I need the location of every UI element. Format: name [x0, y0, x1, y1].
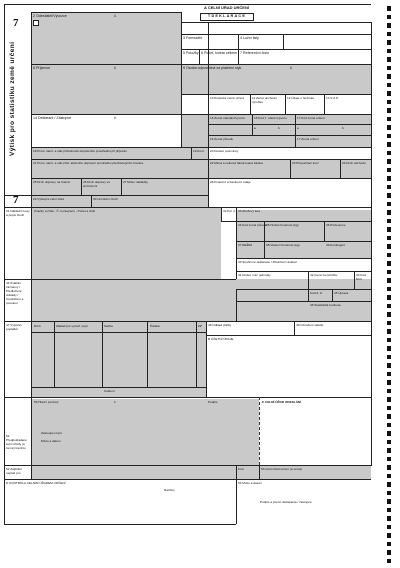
perforation-hole: [387, 465, 392, 470]
field-40-label: 40 Souhrnné deklarace / Předchozí doklad: [238, 260, 297, 264]
field-15-b-label: b: [278, 126, 280, 130]
perforation-hole: [387, 134, 392, 139]
office-destination-top: A CELNÍ ÚŘAD URČENÍ: [204, 5, 249, 10]
perforation-hole: [387, 406, 392, 411]
field-34-label: 34 Kód země původu: [238, 223, 268, 227]
perforation-hole: [387, 448, 392, 453]
field-54-signature-label: Podpis a jméno deklaranta / zástupce: [260, 500, 312, 504]
field-12-label: 12 Údaje o hodnotě: [287, 96, 315, 100]
perforation-hole: [387, 176, 392, 181]
field-50-place-label: Místo a datum: [41, 439, 61, 443]
perforation-hole: [387, 185, 392, 190]
field-25-label: 25 Druh dopravy na hranici: [33, 180, 71, 184]
shaded-block-33: [236, 210, 371, 258]
perforation-hole: [387, 278, 392, 283]
field-47-col-base: Základ pro vyměř. popl.: [56, 324, 89, 328]
perforation-hole: [387, 74, 392, 79]
field-27-label: 27 Místo nakládky: [123, 180, 148, 184]
perforation-hole: [387, 117, 392, 122]
field-44-label: 44 Zvláštní záznamy / Předložené doklady / Osvědčení a povolení: [6, 281, 24, 305]
field-5-label: 5 Položky: [183, 51, 199, 55]
perforation-hole: [387, 100, 392, 105]
perforation-hole: [387, 15, 392, 20]
field-16-label: 16 Země původu: [210, 137, 234, 141]
perforation-hole: [387, 108, 392, 113]
field-31-label: 31 Nákladní kusy a popis zboží: [6, 209, 30, 217]
field-14-label: 14 Deklarant / Zástupce: [33, 116, 72, 120]
field-31-description: Značky a čísla - Č. kontejneru - Počet a druh: [34, 209, 96, 213]
field-29-label: 29 Výstupní celní úřad: [33, 197, 64, 201]
vertical-title: Výtisk pro statistiku země určení: [9, 41, 16, 156]
field-52-label: 52 Zajištění neplatí pro: [6, 467, 22, 475]
field-52-code-label: Kód: [238, 467, 244, 471]
field-18-label: 18 Prost. ident. a stát příslušnosti dopravního prostředku při příjezdu: [33, 149, 127, 153]
field-3-label: 3 Formuláře: [183, 36, 203, 40]
perforation-hole: [387, 6, 392, 11]
field-35-label: 35 Hrubá hmotnost (kg): [266, 223, 299, 227]
perforation-hole: [387, 491, 392, 496]
field-44-code-label: Kód Z. Z.: [310, 291, 323, 295]
perforation-hole: [387, 312, 392, 317]
field-28-label: 28 Finanční a bankovní údaje: [210, 180, 251, 184]
field-36-label: 36 Preference: [326, 223, 346, 227]
perforation-hole: [387, 542, 392, 547]
perforation-hole: [387, 389, 392, 394]
field-10-label: 10 Poslední země určení: [210, 96, 245, 100]
field-26-label: 26 Druh dopravy ve vnitrozemí: [83, 180, 110, 188]
perforation-hole: [387, 440, 392, 445]
field-11-label: 11 Země obchodu výrobku: [252, 96, 277, 104]
perforation-hole: [387, 474, 392, 479]
field-47-col-zp: ZP: [198, 324, 202, 328]
shaded-block-44: [31, 279, 371, 321]
field-51-label: 51 Předpokládané celní úřady (a země) tranzitu: [6, 434, 27, 450]
perforation-hole: [387, 142, 392, 147]
field-20-label: 20 Dodací podmínky: [210, 149, 239, 153]
field-9-label: 9 Osoba odpovědná za platební styk: [183, 66, 242, 70]
perforation-hole: [387, 372, 392, 377]
field-15-a-label: a: [254, 126, 256, 130]
perforation-hole: [387, 253, 392, 258]
perforation-hole: [387, 329, 392, 334]
field-37-label: 37 REŽIM: [238, 243, 252, 247]
field-53-label: 53 Celní úřad určení (a země): [261, 467, 303, 471]
shaded-block-2: [31, 12, 181, 64]
perforation-hole: [387, 516, 392, 521]
shaded-block-52: [31, 465, 371, 479]
field-46-label: 46 Statistická hodnota: [310, 303, 341, 307]
perforation-hole: [387, 423, 392, 428]
perforation-hole: [387, 227, 392, 232]
field-41-label: 41 Dodat. měr. jednotky: [238, 273, 271, 277]
perforation-hole: [387, 40, 392, 45]
field-4-label: 4 Ložní listy: [240, 36, 259, 40]
perforation-hole: [387, 270, 392, 275]
perforation-hole: [387, 32, 392, 37]
shaded-block-31: [31, 207, 221, 279]
perforation-hole: [387, 168, 392, 173]
field-30-label: 30 Umístění zboží: [93, 197, 118, 201]
field-21-label: 21 Prost. ident. a stát přísl. aktivního dopravní prostředku přecházejícího hranice: [33, 161, 144, 165]
perforation-hole: [387, 525, 392, 530]
perforation-hole: [387, 66, 392, 71]
field-38-label: 38 Vlastní hmotnost (kg): [266, 243, 300, 247]
perforation-hole: [387, 23, 392, 28]
shaded-block-18: [31, 147, 208, 195]
perforation-hole: [387, 499, 392, 504]
field-b-accounting-label: B ÚČETNÍ ÚDAJE: [208, 337, 234, 341]
field-23-label: 23 Přepočítací kurz: [292, 161, 319, 165]
perforation-hole: [387, 287, 392, 292]
perforation-hole: [387, 295, 392, 300]
perforation-hole: [387, 236, 392, 241]
perforation-hole: [387, 49, 392, 54]
field-17-code-label: 17 Kód země určení: [297, 116, 325, 120]
perforation-hole: [387, 159, 392, 164]
field-14-number-label: č.: [114, 116, 117, 120]
perforation-hole: [387, 151, 392, 156]
field-13-label: 13 S.Z.P.: [326, 96, 339, 100]
field-42-label: 42 Cena za položku: [310, 273, 338, 277]
field-15a-label: 15 Kód z. odesl./vývozu: [254, 116, 287, 120]
field-39-label: 39 Kontingent: [326, 243, 346, 247]
field-45-label: 45 Úprava: [334, 291, 349, 295]
field-2-label: 2 Odesílatel/Vývozce: [33, 14, 67, 18]
field-47-col-rate: Sazba: [104, 324, 113, 328]
perforation-hole: [387, 83, 392, 88]
field-33-label: 33 Zbožový kód: [238, 209, 260, 213]
field-9-number-label: č.: [290, 66, 293, 70]
form-number-bottom: 7: [13, 194, 19, 206]
field-54-label: 54 Místo a datum: [238, 481, 262, 485]
perforation-hole: [387, 550, 392, 555]
perforation-hole: [387, 363, 392, 368]
office-of-departure-label: C CELNÍ ÚŘAD ODESLÁNÍ: [262, 400, 302, 404]
perforation-hole: [387, 559, 392, 564]
perforation-hole: [387, 338, 392, 343]
customs-declaration-form: [4, 4, 370, 562]
field-7-label: 7 Referenční číslo: [240, 51, 269, 55]
field-22-label: 22 Měna a celková fakturovaná částka: [210, 161, 263, 165]
field-50-label: 50 Hlavní povinný: [34, 400, 59, 404]
perforation-hole: [387, 57, 392, 62]
perforation-hole: [387, 304, 392, 309]
field-50-representative-label: Zastoupen kým: [41, 431, 63, 435]
field-47-col-type: Druh: [34, 324, 41, 328]
field-50-signature-label: Podpis: [208, 400, 218, 404]
perforation-hole: [387, 244, 392, 249]
form-number-top: 7: [13, 17, 19, 29]
perforation-hole: [387, 219, 392, 224]
perforation-hole: [387, 202, 392, 207]
perforation-hole: [387, 414, 392, 419]
field-32-label: 32 Pol. č.: [223, 209, 236, 213]
perforation-hole: [387, 346, 392, 351]
perforation-hole: [387, 355, 392, 360]
shaded-block-50: [31, 399, 259, 465]
shaded-block-8: [31, 64, 181, 114]
checkbox-2[interactable]: [33, 20, 39, 26]
field-2-number-label: č.: [114, 14, 117, 18]
field-24-label: 24 Druh obchodu: [342, 161, 366, 165]
field-d-control-label: D KONTROLA CELNÍM ÚŘADEM URČENÍ: [6, 481, 66, 485]
field-19-label: 19 Kont.: [193, 149, 205, 153]
perforation-hole: [387, 431, 392, 436]
field-d-stamp-label: Razítko: [164, 488, 175, 492]
perforation-hole: [387, 533, 392, 538]
perforation-hole: [387, 193, 392, 198]
perforation-hole: [387, 457, 392, 462]
field-47-label: 47 Výpočet poplatků: [6, 323, 22, 331]
field-8-number-label: č.: [114, 66, 117, 70]
perforation-hole: [387, 261, 392, 266]
field-47-col-amount: Částka: [150, 324, 160, 328]
perforation-hole: [387, 125, 392, 130]
declaration-title: TDEKLARACE: [200, 13, 254, 21]
perforation-hole: [387, 210, 392, 215]
field-15-label: 15 Země odeslání/vývozu: [210, 116, 246, 120]
field-17b-label: 17 Země určení: [297, 137, 319, 141]
field-43-label: 43 Kód M.O.: [356, 273, 366, 281]
perforation-hole: [387, 508, 392, 513]
field-8-label: 8 Příjemce: [33, 66, 51, 70]
field-17-a-label: a: [297, 126, 299, 130]
field-47-total-label: Celkem:: [104, 389, 116, 393]
field-50-number-label: č.: [114, 400, 117, 404]
perforation-hole: [387, 91, 392, 96]
field-49-label: 49 Označení skladu: [296, 323, 324, 327]
perforation-hole: [387, 397, 392, 402]
field-48-label: 48 Odklad platby: [208, 323, 232, 327]
field-17-b-label: b: [342, 126, 344, 130]
field-6-label: 6 Počet, koleta celkem: [201, 51, 238, 55]
perforation-hole: [387, 380, 392, 385]
perforation-hole: [387, 482, 392, 487]
perforation-hole: [387, 321, 392, 326]
